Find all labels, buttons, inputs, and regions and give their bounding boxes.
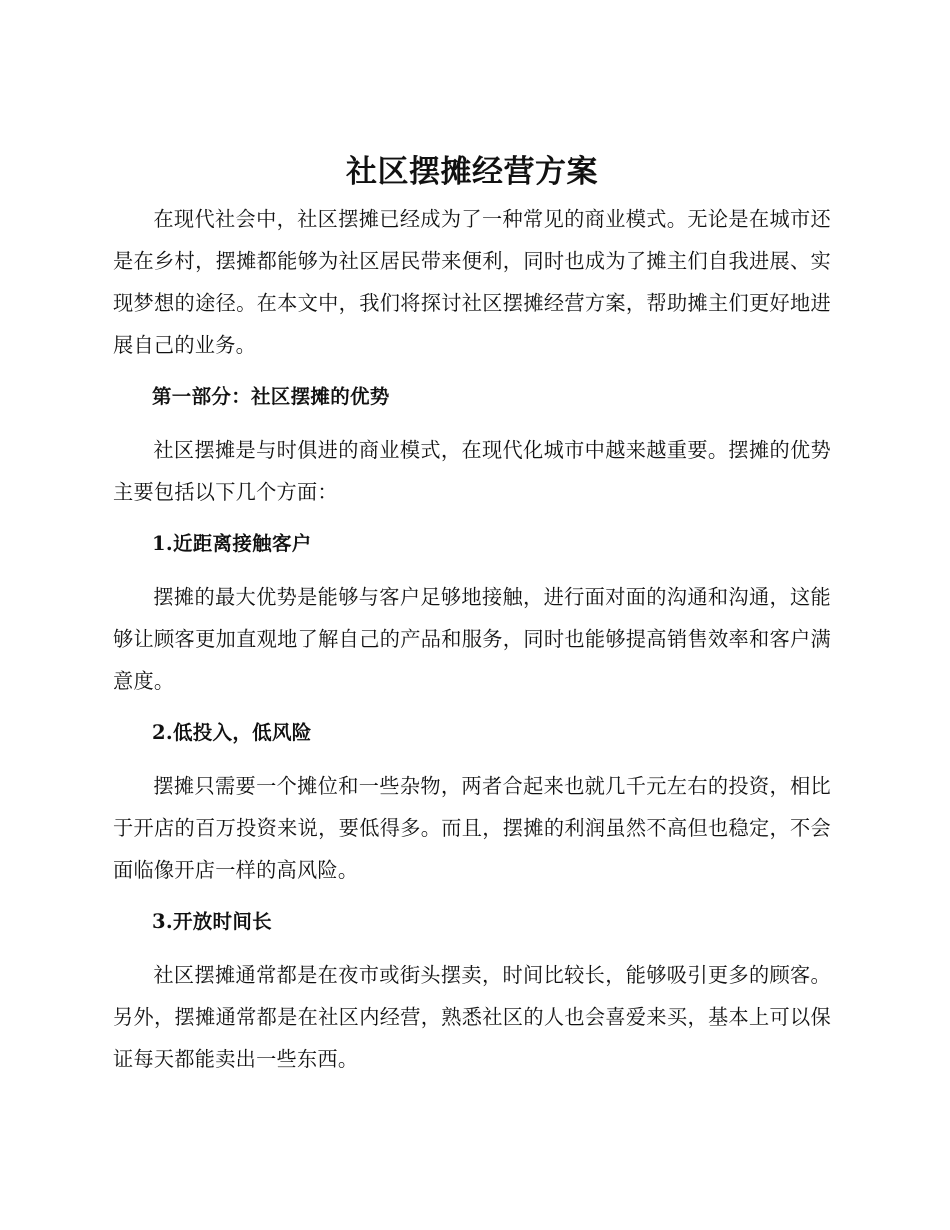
spacer [113,565,831,576]
spacer [113,943,831,954]
section-body-2: 摆摊只需要一个摊位和一些杂物，两者合起来也就几千元左右的投资，相比于开店的百万投资来说，要低得多。而且，摆摊的利润虽然不高但也稳定，不会面临像开店一样的高风险。 [113,774,831,882]
section-heading-3: 3.开放时间长 [152,910,272,933]
section-heading-1: 1.近距离接触客户 [152,532,312,555]
document-body [113,146,831,1080]
part1-intro-paragraph: 社区摆摊是与时俱进的商业模式，在现代化城市中越来越重要。摆摊的优势主要包括以下几个方面： [113,438,831,504]
section-body-3: 社区摆摊通常都是在夜市或街头摆卖，时间比较长，能够吸引更多的顾客。另外，摆摊通常都是在社区内经营，熟悉社区的人也会喜爱来买，基本上可以保证每天都能卖出一些东西。 [113,963,831,1071]
section-heading-2: 2.低投入，低风险 [152,721,312,744]
spacer [113,366,831,376]
spacer [113,891,831,901]
spacer [113,702,831,712]
document-title: 社区摆摊经营方案 [346,154,598,190]
intro-paragraph: 在现代社会中，社区摆摊已经成为了一种常见的商业模式。无论是在城市还是在乡村，摆摊都能够为社区居民带来便利，同时也成为了摊主们自我进展、实现梦想的途径。在本文中，我们将探讨社区摆摊经营方案，帮助摊主们更好地进展自己的业务。 [113,207,831,357]
part1-heading: 第一部分：社区摆摊的优势 [152,385,390,408]
spacer [113,418,831,429]
spacer [113,754,831,765]
section-body-1: 摆摊的最大优势是能够与客户足够地接触，进行面对面的沟通和沟通，这能够让顾客更加直观地了解自己的产品和服务，同时也能够提高销售效率和客户满意度。 [113,585,831,693]
spacer [113,513,831,523]
